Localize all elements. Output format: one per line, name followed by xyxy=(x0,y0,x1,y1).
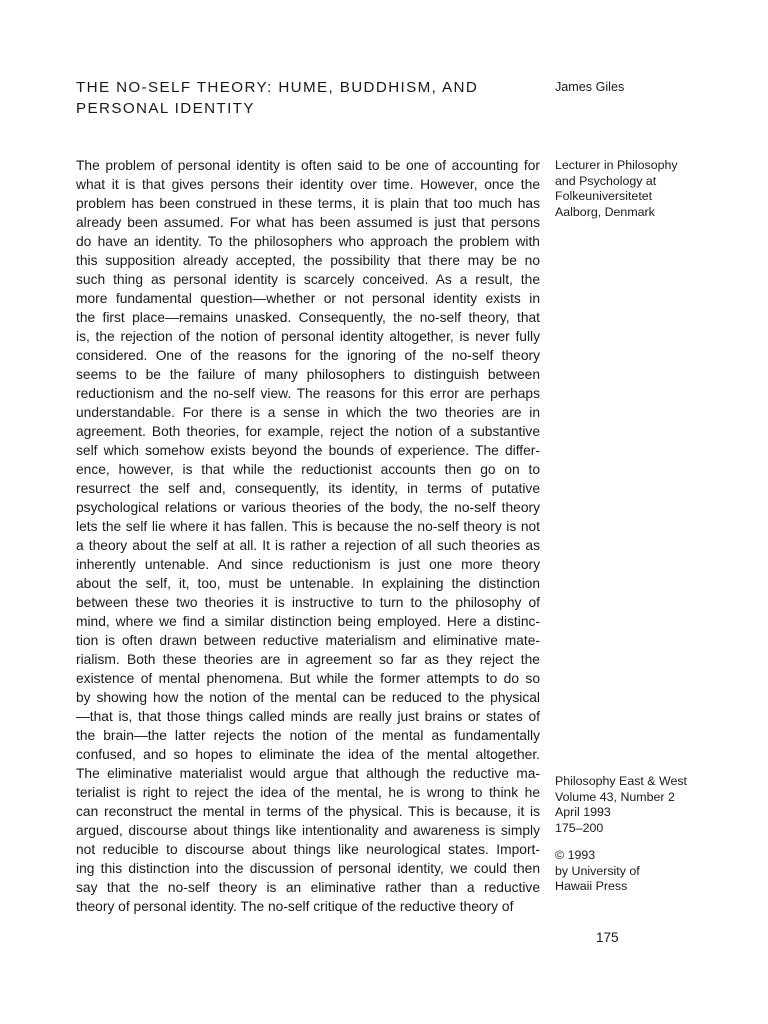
body-line: understandable. For there is a sense in which the two theories are in xyxy=(76,405,540,420)
body-line: tion is often drawn between reductive materialism and eliminative mate- xyxy=(76,633,540,648)
journal-line: Volume 43, Number 2 xyxy=(555,789,675,804)
body-line: by showing how the notion of the mental can be reduced to the physical xyxy=(76,690,540,705)
body-line: ing this distinction into the discussion of personal identity, we could then xyxy=(76,861,540,876)
body-line: this supposition already accepted, the possibility that there may be no xyxy=(76,253,540,268)
body-line: mind, where we find a similar distinction being employed. Here a distinc- xyxy=(76,614,540,629)
page-number: 175 xyxy=(596,930,619,945)
body-line: between these two theories it is instructive to turn to the philosophy of xyxy=(76,595,540,610)
copyright-line: Hawaii Press xyxy=(555,879,628,893)
body-line: psychological relations or various theories of the body, the no-self theory xyxy=(76,500,540,515)
article-title xyxy=(76,77,516,119)
body-line: the first place—remains unasked. Consequently, the no-self theory, that xyxy=(76,310,540,325)
copyright-line: © 1993 xyxy=(555,848,596,862)
journal-line: 175–200 xyxy=(555,820,604,835)
body-line: lets the self lie where it has fallen. This is because the no-self theory is not xyxy=(76,519,540,534)
body-line: is, the rejection of the notion of personal identity altogether, is never fully xyxy=(76,329,540,344)
body-line: considered. One of the reasons for the ignoring of the no-self theory xyxy=(76,348,540,363)
body-line: reductionism and the no-self view. The reasons for this error are perhaps xyxy=(76,386,540,401)
affiliation-line: and Psychology at xyxy=(555,173,657,188)
body-line: The eliminative materialist would argue that although the reductive ma- xyxy=(76,766,540,781)
body-line: what it is that gives persons their identity over time. However, once the xyxy=(76,177,540,192)
body-line: say that the no-self theory is an eliminative rather than a reductive xyxy=(76,880,540,895)
article-body xyxy=(76,156,540,916)
body-line: agreement. Both theories, for example, reject the notion of a substantive xyxy=(76,424,540,439)
body-line: already been assumed. For what has been assumed is just that persons xyxy=(76,215,540,230)
author-affiliation xyxy=(555,158,678,220)
body-line: inherently untenable. And since reductionism is just one more theory xyxy=(76,557,540,572)
affiliation-line: Lecturer in Philosophy xyxy=(555,158,678,172)
affiliation-line: Aalborg, Denmark xyxy=(555,204,655,219)
copyright-notice xyxy=(555,848,640,895)
body-line: not reducible to discourse about things like neurological states. Import- xyxy=(76,842,540,857)
body-line: ence, however, is that while the reductionist accounts then go on to xyxy=(76,462,540,477)
body-line: do have an identity. To the philosophers who approach the problem with xyxy=(76,234,540,249)
body-line: self which somehow exists beyond the bounds of experience. The differ- xyxy=(76,443,540,458)
body-line: —that is, that those things called minds are really just brains or states of xyxy=(76,709,540,724)
copyright-line: by University of xyxy=(555,863,640,878)
body-line: existence of mental phenomena. But while the former attempts to do so xyxy=(76,671,540,686)
body-line: a theory about the self at all. It is rather a rejection of all such theories as xyxy=(76,538,540,553)
body-line: more fundamental question—whether or not personal identity exists in xyxy=(76,291,540,306)
journal-citation xyxy=(555,774,687,836)
body-line: such thing as personal identity is scarcely conceived. As a result, the xyxy=(76,272,540,287)
affiliation-line: Folkeuniversitetet xyxy=(555,189,653,203)
body-line: seems to be the failure of many philosophers to distinguish between xyxy=(76,367,540,382)
title-line: PERSONAL IDENTITY xyxy=(76,100,255,117)
body-line: theory of personal identity. The no-self critique of the reductive theory of xyxy=(76,899,514,914)
body-line: resurrect the self and, consequently, its identity, in terms of putative xyxy=(76,481,540,496)
body-line: confused, and so hopes to eliminate the idea of the mental altogether. xyxy=(76,747,540,762)
body-line: the brain—the latter rejects the notion of the mental as fundamentally xyxy=(76,728,540,743)
author-name: James Giles xyxy=(555,80,625,94)
body-line: The problem of personal identity is often said to be one of accounting for xyxy=(76,158,540,173)
journal-line: Philosophy East & West xyxy=(555,774,688,788)
title-line: THE NO-SELF THEORY: HUME, BUDDHISM, AND xyxy=(76,79,479,96)
body-line: can reconstruct the mental in terms of the physical. This is because, it is xyxy=(76,804,540,819)
body-line: argued, discourse about things like intentionality and awareness is simply xyxy=(76,823,540,838)
body-line: rialism. Both these theories are in agreement so far as they reject the xyxy=(76,652,540,667)
journal-line: April 1993 xyxy=(555,805,611,819)
body-line: problem has been construed in these terms, it is plain that too much has xyxy=(76,196,540,211)
body-line: about the self, it, too, must be untenable. In explaining the distinction xyxy=(76,576,540,591)
body-line: terialist is right to reject the idea of the mental, he is wrong to think he xyxy=(76,785,540,800)
